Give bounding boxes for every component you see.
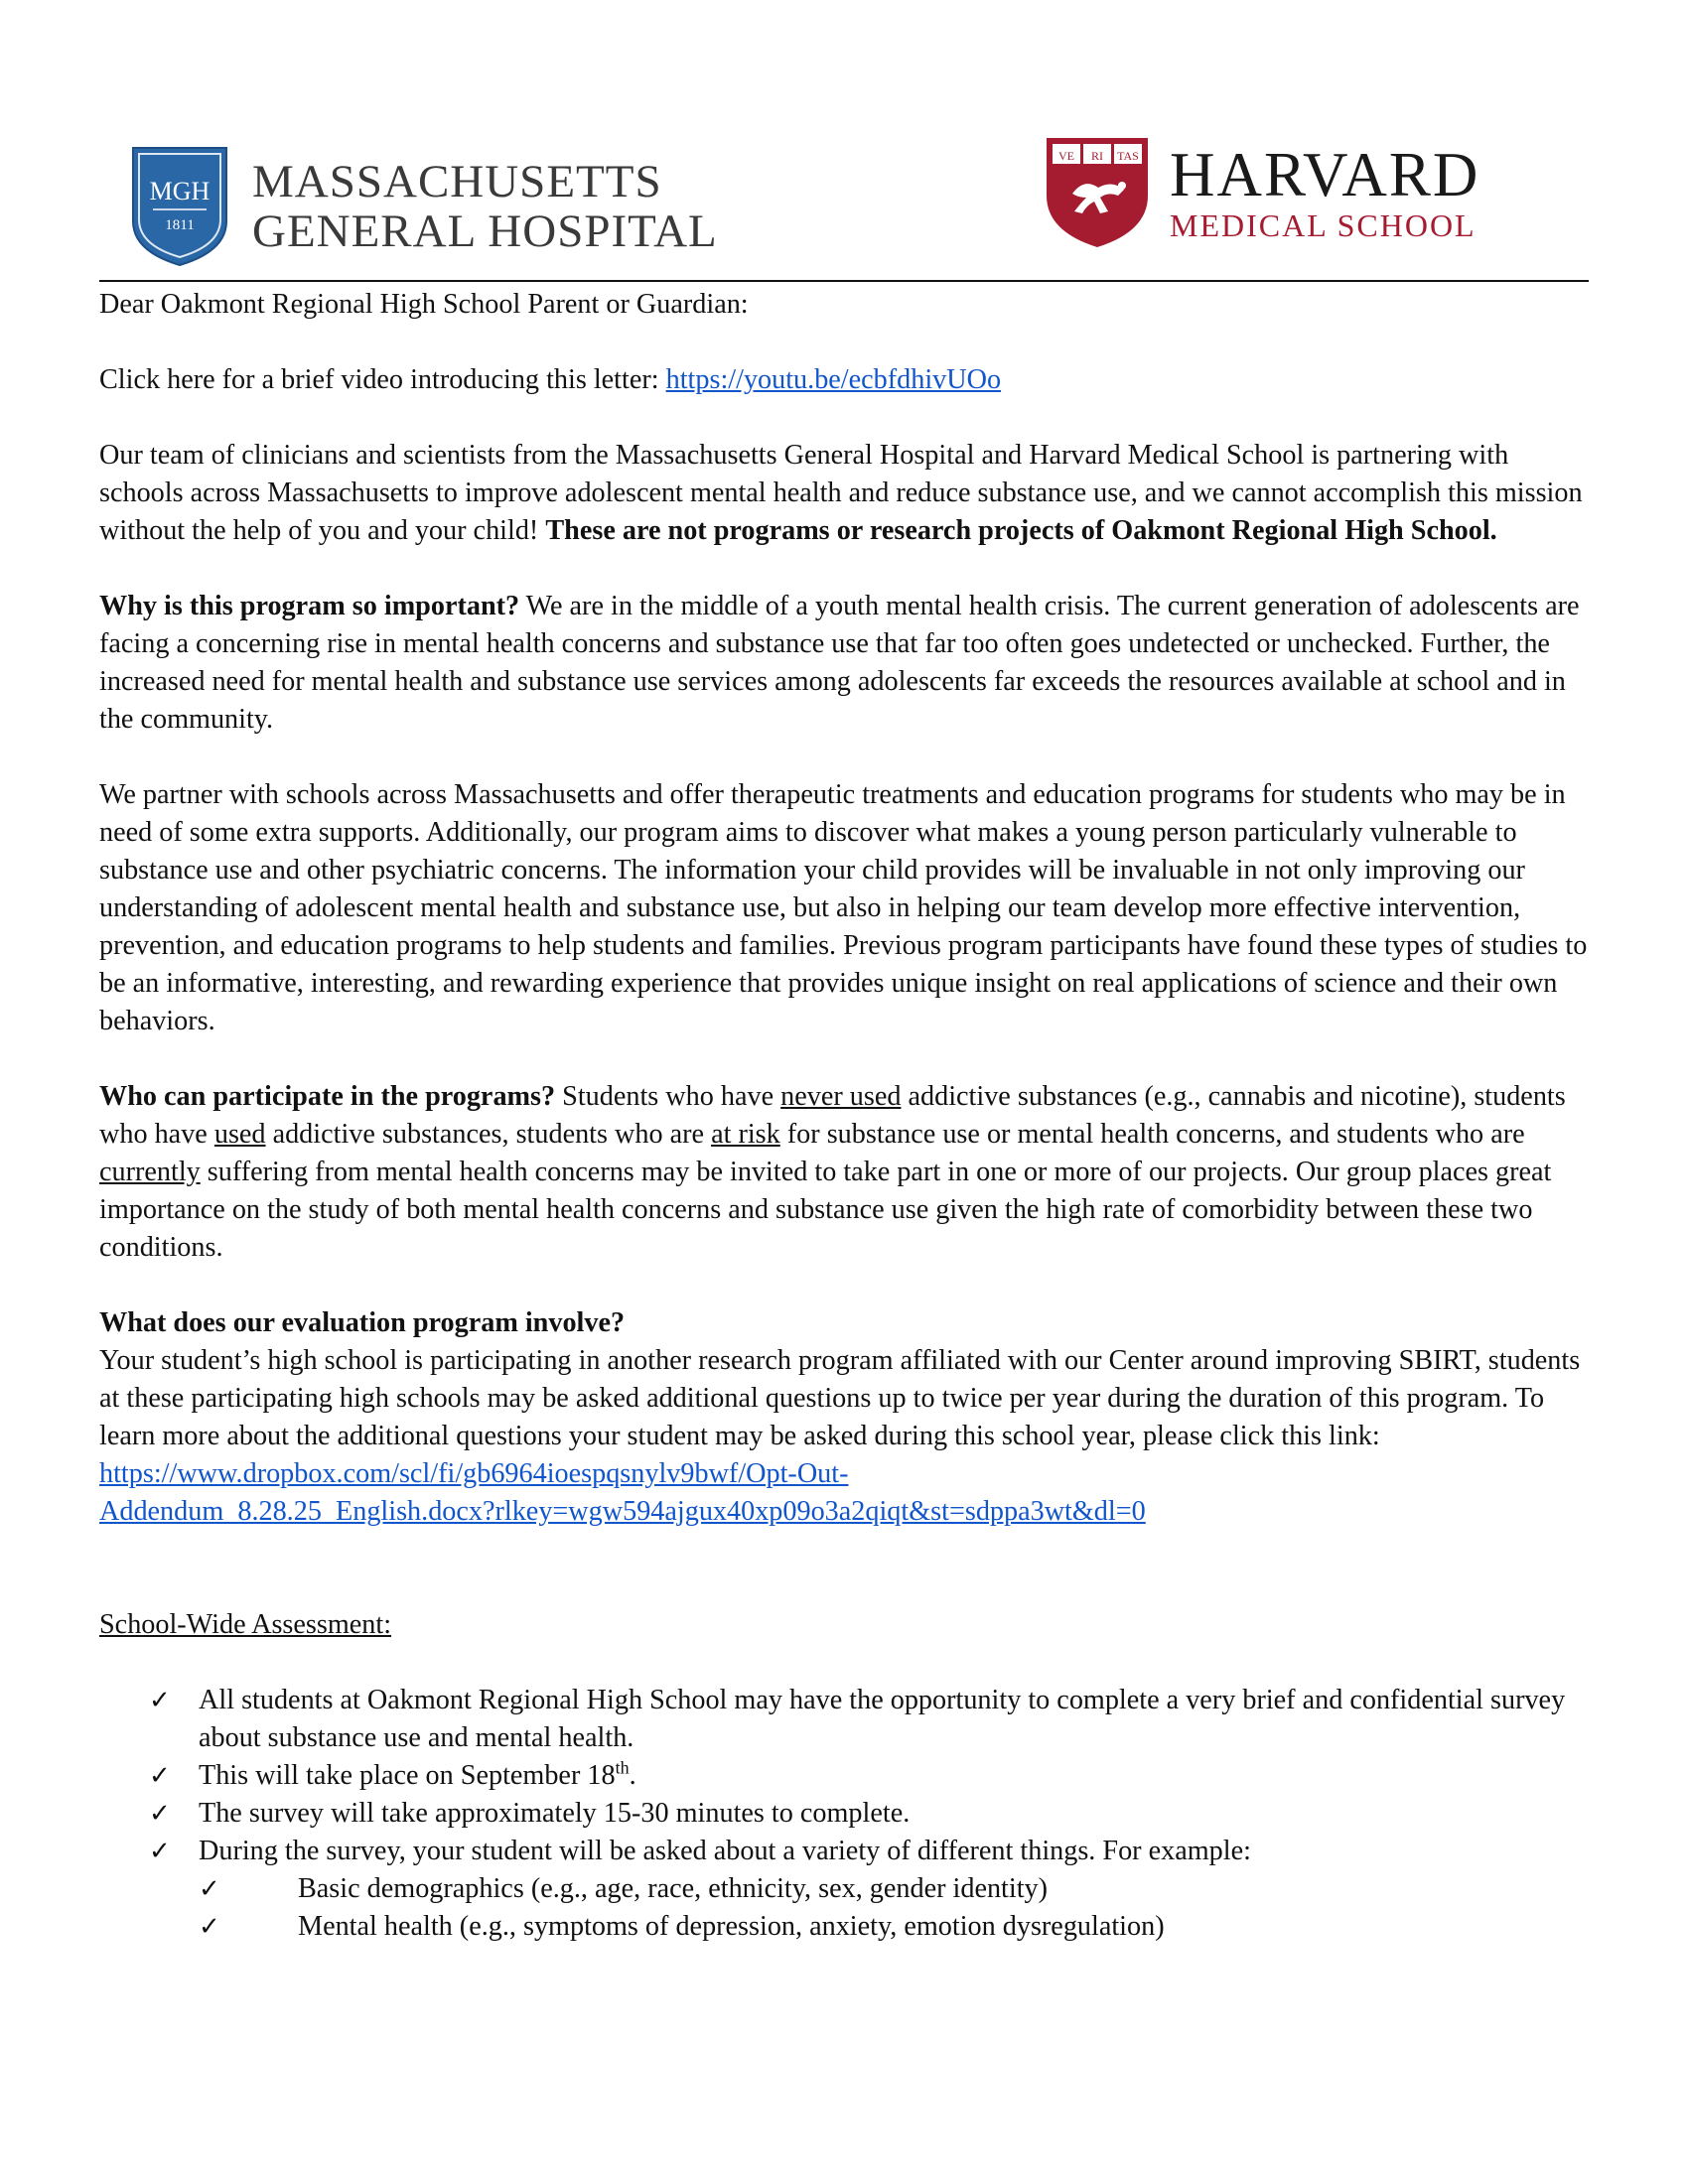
- assessment-heading-text: School-Wide Assessment:: [99, 1609, 392, 1640]
- header-divider: [99, 280, 1589, 282]
- who-used: used: [213, 1119, 266, 1150]
- video-paragraph: [99, 361, 1589, 399]
- checkmark-icon: ✓: [149, 1837, 171, 1866]
- date-ordinal: th: [615, 1757, 630, 1778]
- spacer: [99, 1531, 1589, 1606]
- who-text-1: Students who have: [555, 1081, 781, 1112]
- partner-paragraph: We partner with schools across Massachusetts and offer therapeutic treatments and education programs for students who may be in need of some extra supports. Additionally, our program aims to discover what makes a young person particularly vulnerable to substance use and other psychiatric concerns. The information your child provides will be invaluable in not only improving our understanding of adolescent mental health and substance use, but also in helping our team develop more effective intervention, prevention, and education programs to help students and families. Previous program participants have found these types of studies to be an informative, interesting, and rewarding experience that provides unique insight on real applications of science and their own behaviors.: [99, 779, 1588, 1036]
- who-text-4: for substance use or mental health concerns, and students who are: [779, 1119, 1525, 1150]
- assessment-checklist: [99, 1682, 1589, 1946]
- list-item: [149, 1795, 1589, 1833]
- hms-subtitle: MEDICAL SCHOOL: [1170, 207, 1477, 243]
- letter-body: [99, 286, 1589, 1946]
- mgh-logo: [129, 144, 718, 269]
- evaluation-text: Your student’s high school is participating in another research program affiliated with our Center around improving SBIRT, students at these participating high schools may be asked additional questions up to twice per year during the duration of this program. To learn more about the additional questions your student may be asked during this school year, please click this link:: [99, 1345, 1581, 1451]
- who-text-2: addictive substances (e.g., cannabis and nicotine), students who have: [99, 1081, 1566, 1150]
- checkmark-icon: ✓: [149, 1799, 171, 1829]
- sub-list-item: [199, 1870, 1589, 1908]
- who-text-3: addictive substances, students who are: [265, 1119, 712, 1150]
- evaluation-heading-text: What does our evaluation program involve?: [99, 1307, 626, 1338]
- dropbox-link[interactable]: [99, 1458, 1146, 1527]
- list-item-text: All students at Oakmont Regional High School may have the opportunity to complete a very brief and confidential survey about substance use and mental health.: [199, 1685, 1566, 1753]
- hms-name: HARVARD: [1170, 140, 1480, 209]
- sub-list-item-text: Mental health (e.g., symptoms of depression, anxiety, emotion dysregulation): [298, 1911, 1165, 1942]
- hms-wordmark: [1170, 142, 1479, 243]
- mgh-year: 1811: [165, 217, 195, 233]
- sub-list-item: [199, 1908, 1589, 1946]
- mgh-wordmark: [252, 157, 718, 256]
- intro-text: Our team of clinicians and scientists from the Massachusetts General Hospital and Harvard Medical School is partnering with schools across Massachusetts to improve adolescent mental health and reduce substance use, and we cannot accomplish this mission without the help of you and your child!: [99, 440, 1583, 546]
- checkmark-icon: ✓: [199, 1874, 220, 1904]
- mgh-wordmark-line2: GENERAL HOSPITAL: [252, 205, 718, 257]
- hms-logo: [1043, 134, 1479, 251]
- importance-heading: Why is this program so important?: [99, 591, 520, 621]
- mgh-initials: MGH: [149, 177, 211, 205]
- intro-paragraph: [99, 437, 1589, 550]
- who-paragraph: [99, 1078, 1589, 1267]
- checkmark-icon: ✓: [149, 1761, 171, 1791]
- evaluation-heading: [99, 1304, 1589, 1342]
- assessment-heading: [99, 1606, 1589, 1644]
- evaluation-section: [99, 1304, 1589, 1531]
- motto-ri: RI: [1091, 149, 1103, 163]
- who-currently: currently: [99, 1157, 201, 1187]
- mgh-shield-icon: [129, 144, 230, 269]
- importance-text: We are in the middle of a youth mental health crisis. The current generation of adolescents are facing a concerning rise in mental health concerns and substance use that far too often goes undetected or unchecked. Further, the increased need for mental health and substance use services among adolescents far exceeds the resources available at school and in the community.: [99, 591, 1580, 735]
- mgh-wordmark-line1: MASSACHUSETTS: [252, 156, 662, 207]
- who-at-risk: at risk: [711, 1119, 780, 1150]
- dropbox-link-line1: https://www.dropbox.com/scl/fi/gb6964ioespqsnylv9bwf/Opt-Out-: [99, 1458, 849, 1489]
- list-item-text: During the survey, your student will be asked about a variety of different things. For example:: [199, 1836, 1251, 1866]
- salutation: Dear Oakmont Regional High School Parent or Guardian:: [99, 289, 749, 320]
- date-period: .: [629, 1760, 636, 1791]
- harvard-veritas-shield-icon: [1043, 134, 1152, 251]
- sub-list-item-text: Basic demographics (e.g., age, race, ethnicity, sex, gender identity): [298, 1873, 1049, 1904]
- motto-ve: VE: [1058, 149, 1074, 163]
- importance-paragraph: [99, 588, 1589, 739]
- letterhead: [99, 129, 1589, 278]
- list-item-text: The survey will take approximately 15-30 minutes to complete.: [199, 1798, 911, 1829]
- who-never-used: never used: [780, 1081, 902, 1112]
- video-text: Click here for a brief video introducing this letter:: [99, 364, 666, 395]
- video-link[interactable]: https://youtu.be/ecbfdhivUOo: [665, 364, 1002, 395]
- checkmark-icon: ✓: [149, 1686, 171, 1715]
- motto-tas: TAS: [1117, 149, 1139, 163]
- who-heading: Who can participate in the programs?: [99, 1081, 556, 1112]
- dropbox-link-line2: Addendum_8.28.25_English.docx?rlkey=wgw594ajgux40xp09o3a2qiqt&st=sdppa3wt&dl=0: [99, 1496, 1146, 1527]
- list-item: [149, 1757, 1589, 1795]
- who-text-5: suffering from mental health concerns may be invited to take part in one or more of our projects. Our group places great importance on the study of both mental health concerns and substance use given the high rate of comorbidity between these two conditions.: [99, 1157, 1552, 1263]
- list-item-text: This will take place on September 18: [199, 1760, 616, 1791]
- checkmark-icon: ✓: [199, 1912, 220, 1942]
- intro-disclaimer: These are not programs or research projects of Oakmont Regional High School.: [545, 515, 1497, 546]
- evaluation-link-block: [99, 1455, 1589, 1531]
- list-item: [149, 1682, 1589, 1757]
- list-item: [149, 1833, 1589, 1870]
